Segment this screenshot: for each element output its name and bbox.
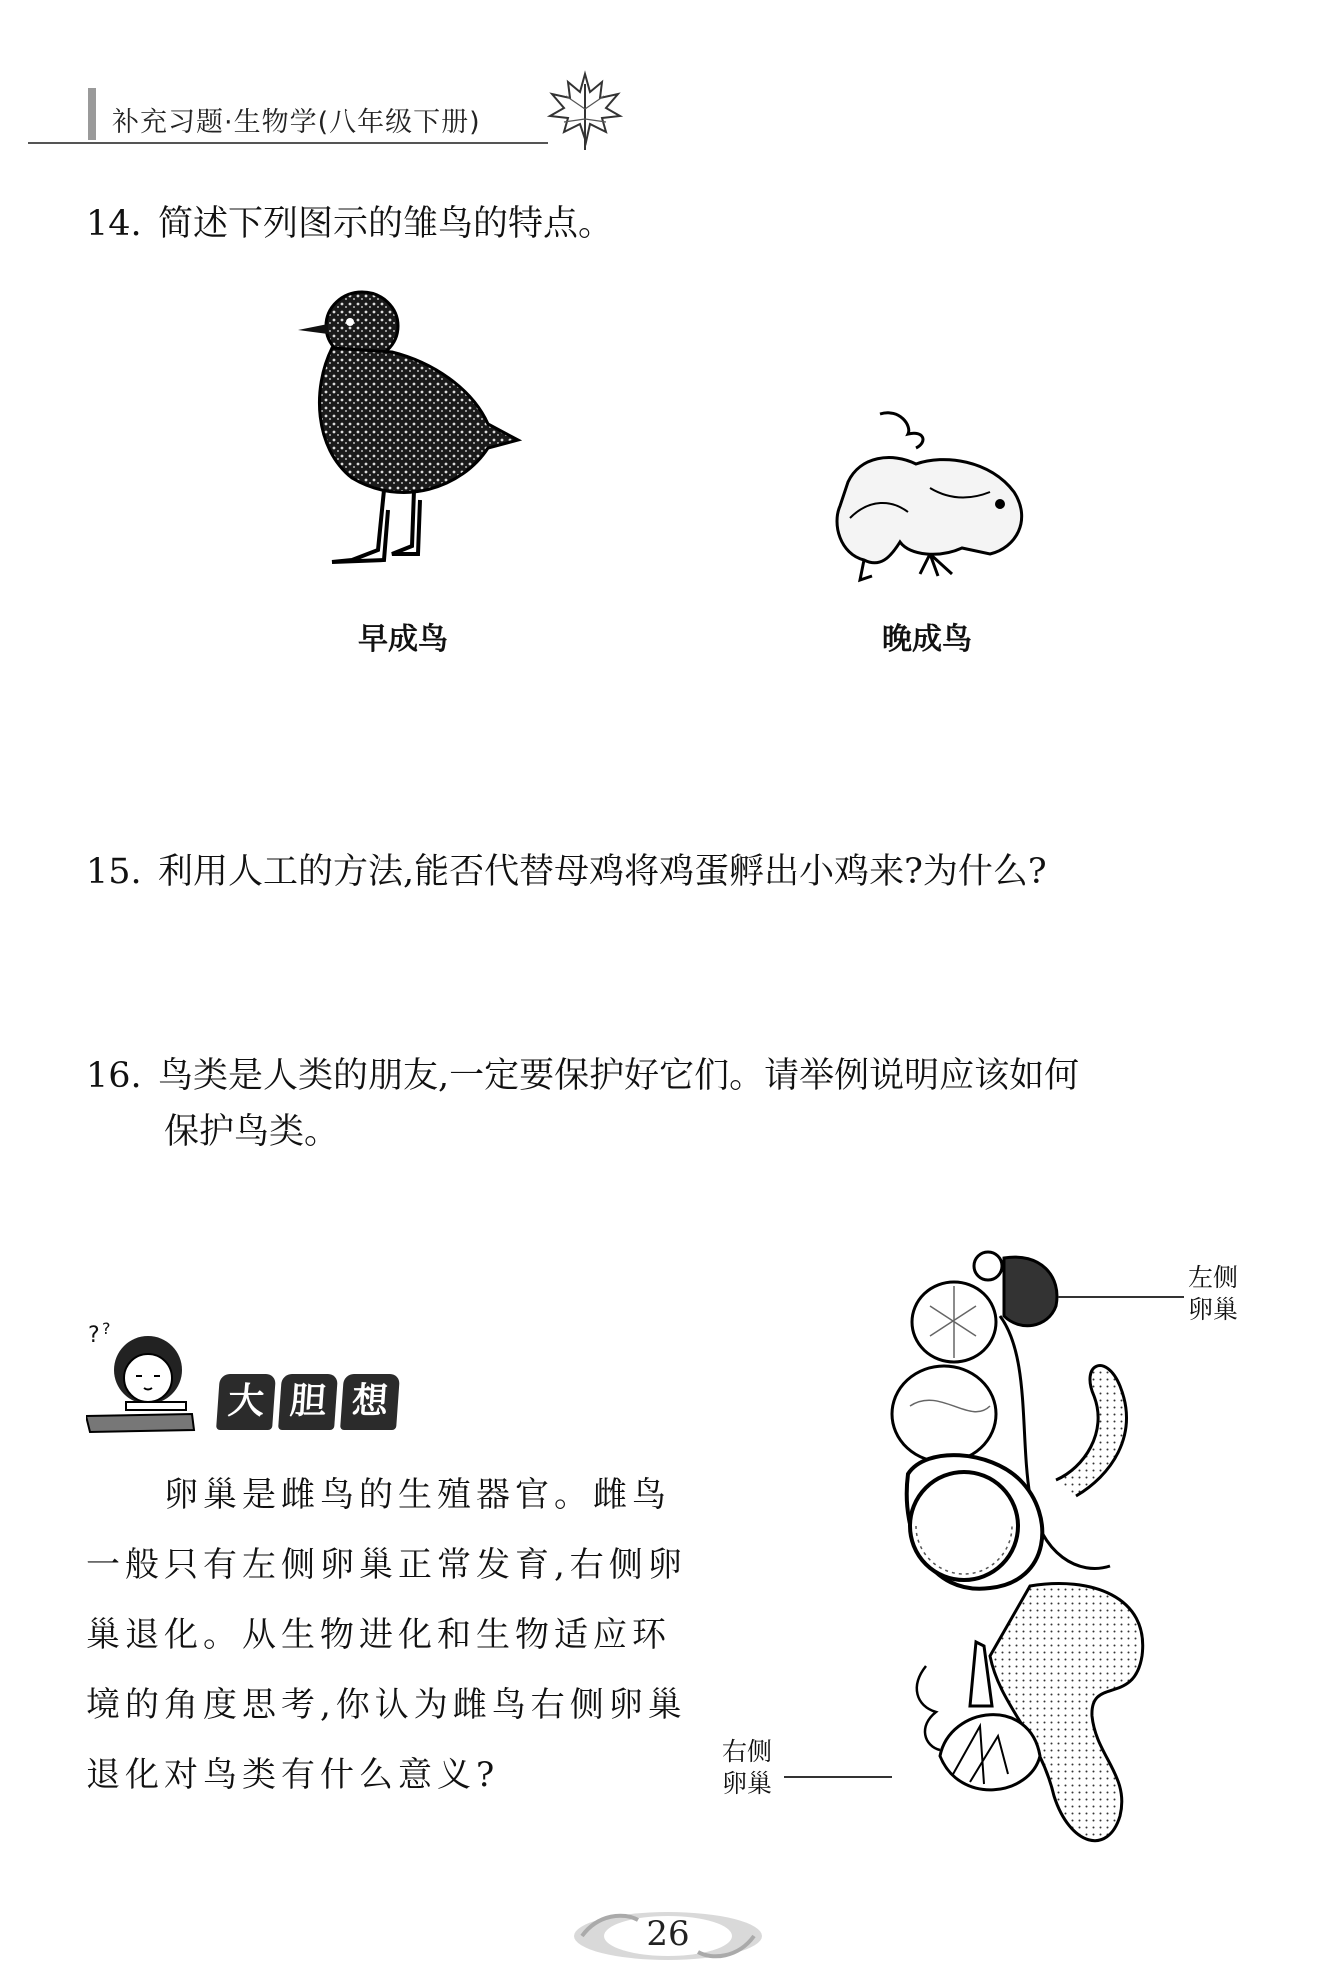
think-paragraph-text: 卵巢是雌鸟的生殖器官。雌鸟一般只有左侧卵巢正常发育,右侧卵巢退化。从生物进化和生物适应环境的角度思考,你认为雌鸟右侧卵巢退化对鸟类有什么意义? (86, 1475, 687, 1795)
maple-leaf-icon (540, 64, 630, 154)
left-ovary-leader-line (1058, 1296, 1184, 1298)
bold-think-badge (218, 1374, 404, 1434)
late-bird-caption: 晚成鸟 (882, 622, 972, 657)
early-bird-caption: 早成鸟 (358, 622, 448, 657)
left-ovary-label-line1: 左侧 (1188, 1263, 1239, 1292)
question-text: 简述下列图示的雏鸟的特点。 (158, 204, 614, 244)
precocial-chick-illustration (292, 278, 522, 588)
right-ovary-label (722, 1736, 772, 1800)
badge-char: 想 (340, 1374, 400, 1430)
right-ovary-label-line1: 右侧 (722, 1737, 773, 1766)
page-number-badge (568, 1906, 768, 1966)
question-16 (86, 1048, 1266, 1160)
badge-char: 大 (216, 1374, 276, 1430)
right-ovary-label-line2: 卵巢 (722, 1769, 773, 1798)
thinking-girl-icon (86, 1318, 196, 1438)
think-paragraph (86, 1460, 696, 1810)
right-ovary-leader-line (784, 1776, 892, 1778)
altricial-chick-illustration (820, 408, 1040, 588)
question-text: 利用人工的方法,能否代替母鸡将鸡蛋孵出小鸡来?为什么? (158, 852, 1047, 892)
question-text-continued: 保护鸟类。 (164, 1112, 340, 1152)
question-number: 14. (86, 204, 142, 244)
header-rule (28, 142, 548, 144)
left-ovary-label-line2: 卵巢 (1188, 1295, 1239, 1324)
bird-ovary-diagram (880, 1236, 1180, 1876)
badge-char: 胆 (278, 1374, 338, 1430)
svg-text:?: ? (88, 1323, 100, 1348)
page-number: 26 (646, 1914, 690, 1954)
question-14 (86, 196, 613, 252)
header-title: 补充习题·生物学(八年级下册) (112, 107, 481, 138)
svg-text:?: ? (102, 1319, 111, 1338)
page-header (28, 88, 628, 148)
question-15 (86, 844, 1047, 900)
question-number: 16. (86, 1056, 142, 1096)
question-number: 15. (86, 852, 142, 892)
header-bar (88, 88, 96, 140)
question-text: 鸟类是人类的朋友,一定要保护好它们。请举例说明应该如何 (158, 1056, 1080, 1096)
left-ovary-label (1188, 1262, 1238, 1326)
